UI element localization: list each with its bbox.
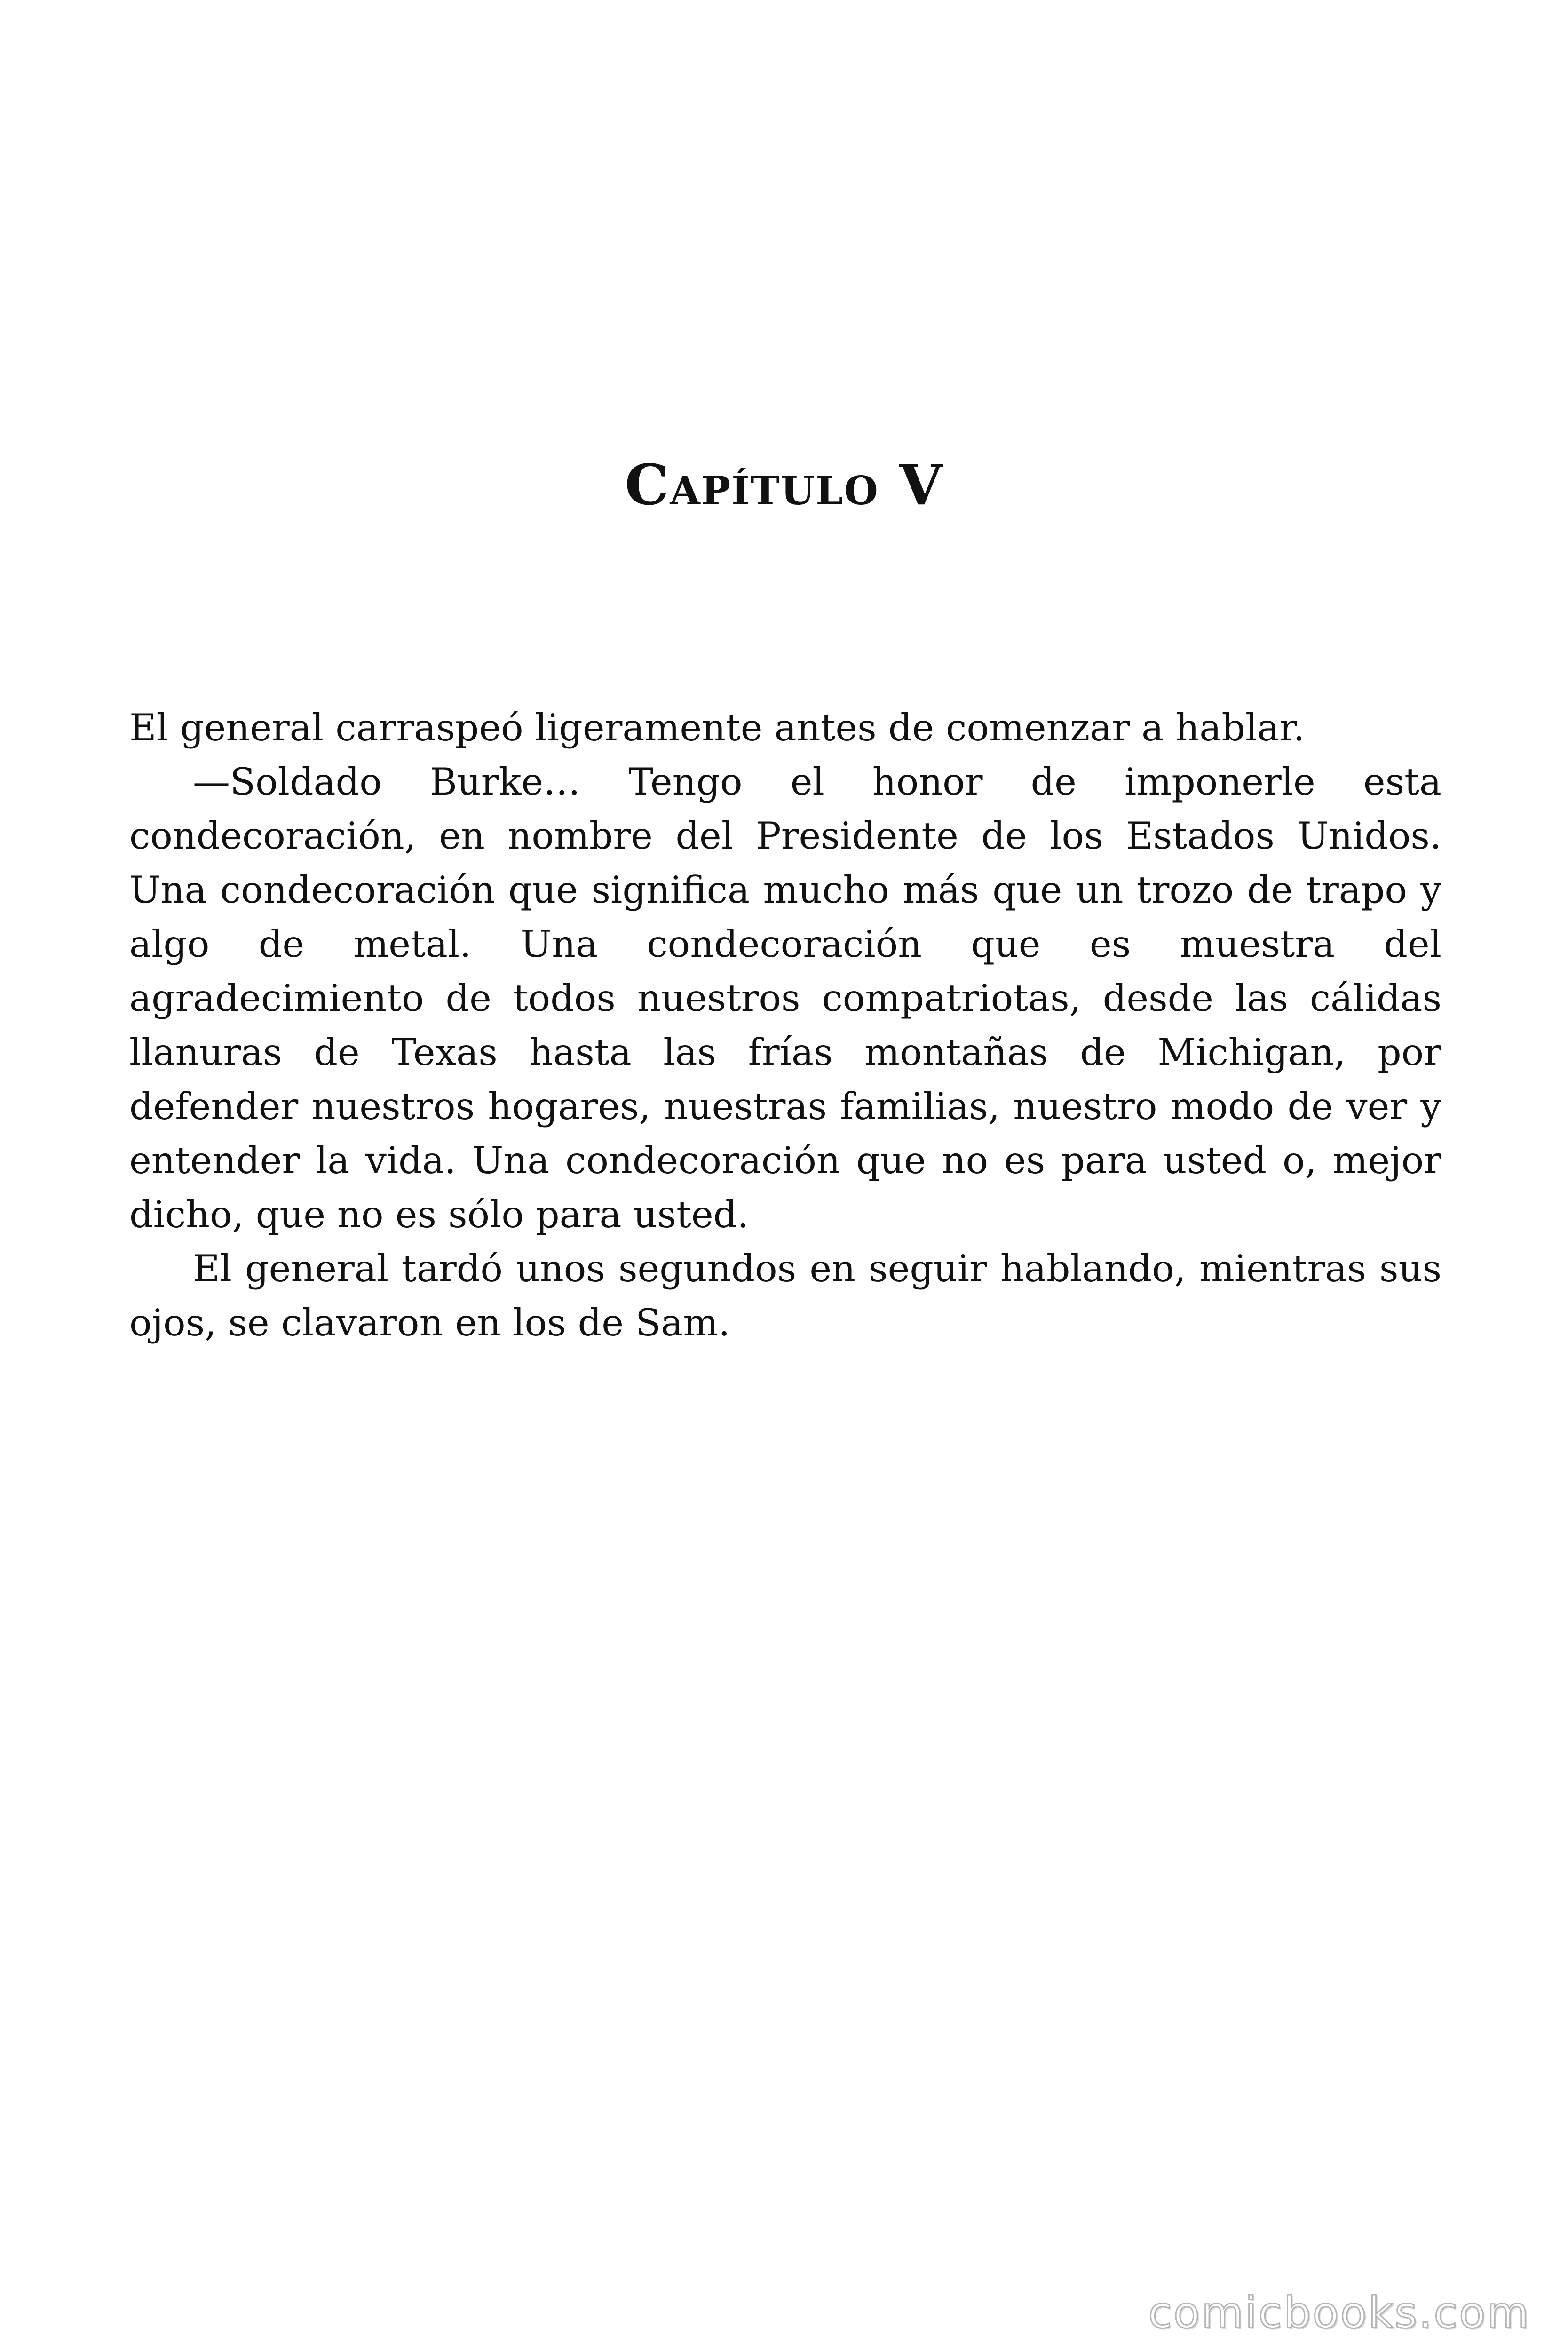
watermark: comicbooks.com xyxy=(1148,2288,1530,2338)
paragraph: El general tardó unos segundos en seguir hablando, mientras sus ojos, se clavaron en los de Sam. xyxy=(129,1247,1441,1344)
paragraph: El general carraspeó ligeramente antes de comenzar a hablar. xyxy=(129,706,1305,749)
chapter-title: Capítulo V xyxy=(625,452,943,517)
chapter-body xyxy=(129,701,1441,1350)
paragraph: —Soldado Burke… Tengo el honor de imponerle esta condecoración, en nombre del Presidente de los Estados Unidos. Una condecoración que significa mucho más que un trozo de trapo y algo de metal. Una condecoración que es muestra del agradecimiento de todos nuestros compatriotas, desde las cálidas llanuras de Texas hasta las frías montañas de Michigan, por defender nuestros hogares, nuestras familias, nuestro modo de ver y entender la vida. Una condecoración que no es para usted o, mejor dicho, que no es sólo para usted. xyxy=(129,760,1441,1236)
